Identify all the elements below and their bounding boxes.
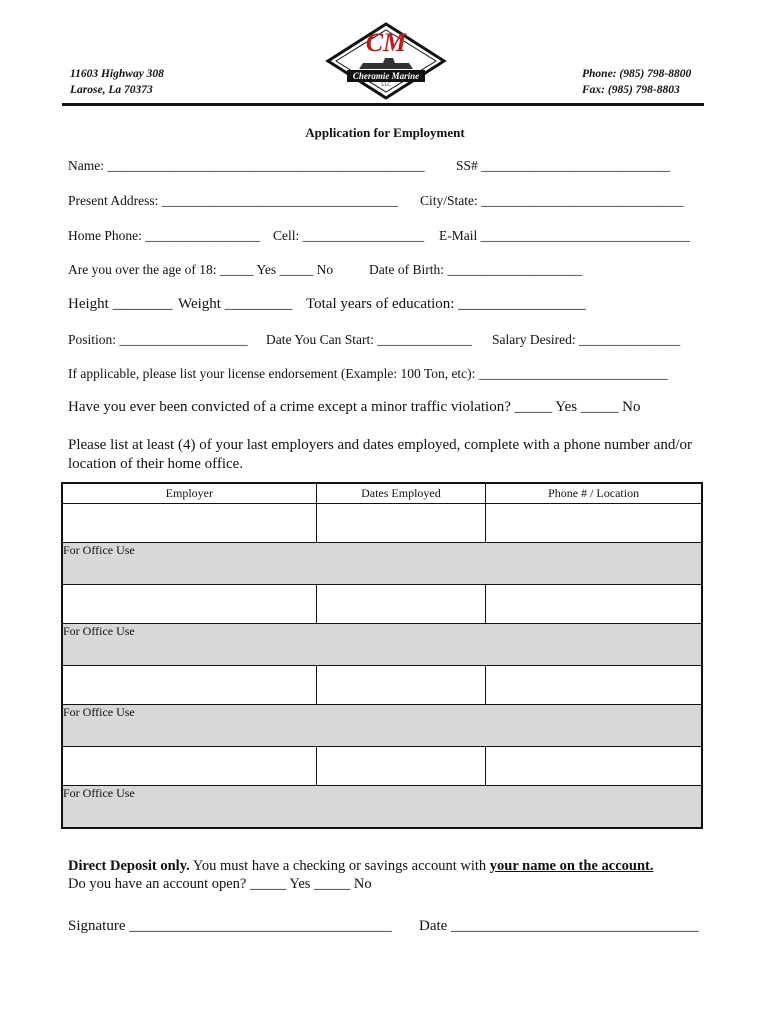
direct-deposit-section xyxy=(68,857,653,893)
phone-line: Phone: (985) 798-8800 xyxy=(582,68,692,80)
phone-location-header: Phone # / Location xyxy=(486,483,702,504)
phone-location-cell[interactable] xyxy=(486,666,702,705)
logo-initials: CM xyxy=(365,28,407,57)
employer-header: Employer xyxy=(62,483,316,504)
office-use-label: For Office Use xyxy=(62,786,702,829)
header-rule xyxy=(62,103,704,106)
direct-deposit-line xyxy=(68,857,653,875)
employer-cell[interactable] xyxy=(62,747,316,786)
address-line-2: Larose, La 70373 xyxy=(70,84,153,96)
signature-date-field[interactable]: Date _________________________________ xyxy=(419,918,699,934)
office-use-row xyxy=(62,624,702,666)
education-field[interactable]: Total years of education: _________________ xyxy=(306,296,586,312)
home-phone-field[interactable]: Home Phone: _________________ xyxy=(68,228,260,243)
office-use-row xyxy=(62,543,702,585)
dates-cell[interactable] xyxy=(316,504,486,543)
address-line-1: 11603 Highway 308 xyxy=(70,68,164,80)
direct-deposit-text: You must have a checking or savings account with xyxy=(189,858,490,874)
company-logo xyxy=(325,22,447,100)
dates-cell[interactable] xyxy=(316,585,486,624)
fax-line: Fax: (985) 798-8803 xyxy=(582,84,680,96)
license-field[interactable]: If applicable, please list your license endorsement (Example: 100 Ton, etc): ____________________________ xyxy=(68,366,668,381)
employers-instructions xyxy=(68,436,692,474)
date-of-birth-field[interactable]: Date of Birth: ____________________ xyxy=(369,262,583,277)
account-open-question[interactable]: Do you have an account open? _____ Yes _____ No xyxy=(68,876,372,892)
phone-location-cell[interactable] xyxy=(486,585,702,624)
dates-cell[interactable] xyxy=(316,747,486,786)
office-use-row xyxy=(62,786,702,829)
direct-deposit-bold: Direct Deposit only. xyxy=(68,858,190,874)
table-header-row xyxy=(62,483,702,504)
name-field[interactable]: Name: _______________________________________________ xyxy=(68,158,425,173)
office-use-label: For Office Use xyxy=(62,705,702,747)
present-address-field[interactable]: Present Address: ___________________________________ xyxy=(68,193,398,208)
table-row xyxy=(62,747,702,786)
phone-location-cell[interactable] xyxy=(486,504,702,543)
table-row xyxy=(62,666,702,705)
age-18-question[interactable]: Are you over the age of 18: _____ Yes _____ No xyxy=(68,262,334,277)
table-row xyxy=(62,504,702,543)
table-row xyxy=(62,585,702,624)
crime-question[interactable]: Have you ever been convicted of a crime except a minor traffic violation? _____ Yes _____ No xyxy=(68,399,641,415)
employer-cell[interactable] xyxy=(62,666,316,705)
company-address xyxy=(70,66,164,98)
office-use-label: For Office Use xyxy=(62,624,702,666)
height-field[interactable]: Height ________ xyxy=(68,296,173,312)
office-use-label: For Office Use xyxy=(62,543,702,585)
weight-field[interactable]: Weight _________ xyxy=(178,296,293,312)
signature-field[interactable]: Signature ___________________________________ xyxy=(68,918,392,934)
position-field[interactable]: Position: ___________________ xyxy=(68,332,248,347)
office-use-row xyxy=(62,705,702,747)
start-date-field[interactable]: Date You Can Start: ______________ xyxy=(266,332,472,347)
phone-location-cell[interactable] xyxy=(486,747,702,786)
cell-field[interactable]: Cell: __________________ xyxy=(273,228,425,243)
ssn-field[interactable]: SS# ____________________________ xyxy=(456,158,671,173)
employer-cell[interactable] xyxy=(62,504,316,543)
employer-cell[interactable] xyxy=(62,585,316,624)
form-title: Application for Employment xyxy=(305,125,465,140)
logo-name: Cheramie Marine xyxy=(352,71,420,81)
dates-employed-header: Dates Employed xyxy=(316,483,486,504)
company-contact xyxy=(582,66,691,98)
instructions-line-1: Please list at least (4) of your last employers and dates employed, complete with a phone number and/or xyxy=(68,437,692,453)
email-field[interactable]: E-Mail _______________________________ xyxy=(439,228,690,243)
city-state-field[interactable]: City/State: ______________________________ xyxy=(420,193,684,208)
dates-cell[interactable] xyxy=(316,666,486,705)
salary-field[interactable]: Salary Desired: _______________ xyxy=(492,332,681,347)
instructions-line-2: location of their home office. xyxy=(68,456,244,472)
logo-suffix: LLC xyxy=(381,83,391,88)
employers-table xyxy=(61,482,703,829)
direct-deposit-underlined: your name on the account. xyxy=(489,858,654,874)
